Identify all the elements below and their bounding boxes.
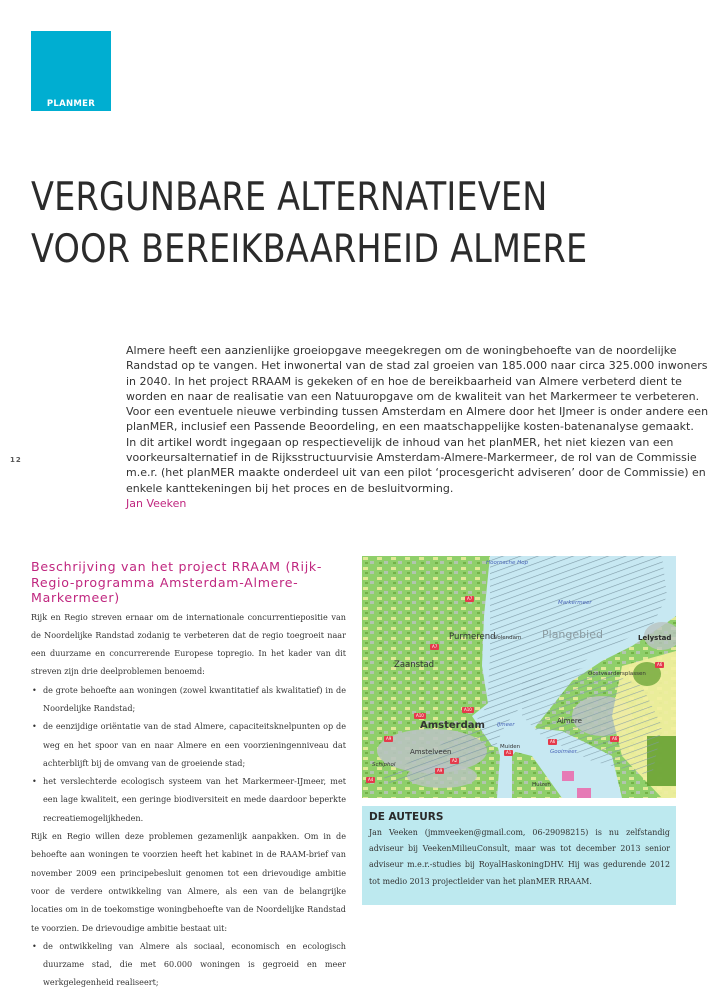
road-shield: A4 — [368, 777, 374, 782]
title-line-2: VOOR BEREIKBAARHEID ALMERE — [31, 227, 588, 272]
road-shield: A10 — [464, 707, 472, 712]
bullet-list — [31, 681, 346, 827]
intro-line: Voor een eventuele nieuwe verbinding tussen Amsterdam en Almere door het IJmeer is onder andere een — [126, 405, 709, 419]
authors-box — [362, 806, 676, 905]
road-shield: A1 — [506, 750, 512, 755]
map-label-amstelveen: Amstelveen — [410, 748, 452, 756]
map-label-huizen: Huizen — [532, 782, 551, 788]
section-heading: Beschrijving van het project RRAAM (Rijk-Regio-programma Amsterdam-Almere-Markermeer) — [31, 559, 323, 605]
page-number: 12 — [10, 456, 22, 464]
map-label-ijmeer: IJmeer — [497, 722, 515, 728]
pink-zone — [577, 788, 591, 798]
map-label-volendam: Volendam — [494, 635, 522, 641]
map-graphic — [362, 556, 676, 798]
title-line-1: VERGUNBARE ALTERNATIEVEN — [31, 175, 548, 220]
road-shield: A9 — [386, 736, 392, 741]
road-shield: A7 — [432, 644, 438, 649]
intro-line: worden en naar de realisatie van een Natuuropgave om de kwaliteit van het Markermeer te verbeteren. — [126, 389, 700, 403]
authors-text: Jan Veeken (jmmveeken@gmail.com, 06-29098215) is nu zelfstandig adviseur bij VeekenMilieuConsult, maar was tot december 2013 senior adviseur m.e.r.-studies bij RoyalHaskoningDHV. Hij was gedurende 2012 tot medio 2013 projectleider van het planMER RRAAM. — [369, 828, 670, 886]
intro-line: m.e.r. (het planMER maakte onderdeel uit van een pilot ‘procesgericht adviseren’ door de Commissie) en — [126, 466, 706, 480]
intro-line: planMER, inclusief een Passende Beoordeling, en een maatschappelijke kosten-batenanalyse gemaakt. — [126, 420, 694, 434]
paragraph: Rijk en Regio streven ernaar om de internationale concurrentiepositie van de Noordelijke Randstad zodanig te verbeteren dat de regio toegroeit naar een duurzame en concurrerende Europese topregio. In het kader van dit streven zijn drie deelproblemen benoemd: — [31, 611, 346, 677]
map-label-hoornsche-hop: Hoornsche Hop — [486, 560, 529, 566]
road-shield: A6 — [550, 739, 556, 744]
road-shield: A9 — [437, 768, 443, 773]
bullet-list — [31, 937, 346, 992]
intro-line: Almere heeft een aanzienlijke groeiopgave meegekregen om de woningbehoefte van de noordelijke — [126, 344, 677, 357]
map-label-lelystad: Lelystad — [638, 634, 672, 642]
map-label-almere: Almere — [557, 717, 582, 725]
road-shield: A6 — [657, 662, 663, 667]
map-label-schiphol: Schiphol — [372, 762, 396, 768]
map-label-muiden: Muiden — [500, 744, 521, 750]
paragraph: Rijk en Regio willen deze problemen gezamenlijk aanpakken. Om in de behoefte aan woningen te voorzien heeft het kabinet in de RAAM-brief van november 2009 een principebesluit genomen tot een drievoudige ambitie voor de verdere ontwikkeling van Almere, als een van de belangrijke locaties om in de toekomstige woningbehoefte van de Noordelijke Randstad te voorzien. De drievoudige ambitie bestaat uit: — [31, 831, 346, 933]
intro-author: Jan Veeken — [126, 496, 187, 510]
map-label-zaanstad: Zaanstad — [394, 660, 434, 670]
intro-line: in 2040. In het project RRAAM is gekeken of en hoe de bereikbaarheid van Almere verbeterd dient te — [126, 374, 682, 388]
intro-lead — [126, 343, 709, 511]
road-shield: A7 — [467, 596, 473, 601]
map-label-oostvaardersplassen: Oostvaardersplassen — [588, 671, 646, 677]
map-label-amsterdam: Amsterdam — [420, 720, 485, 731]
map-label-plangebied: Plangebied — [542, 628, 603, 641]
intro-line: enkele kanttekeningen bij het proces en de besluitvorming. — [126, 481, 454, 495]
intro-line: In dit artikel wordt ingegaan op respectievelijk de inhoud van het planMER, het niet kiezen van een — [126, 435, 674, 449]
map-label-purmerend: Purmerend — [449, 632, 496, 642]
road-shield: A2 — [452, 758, 458, 763]
map-label-markermeer: Markermeer — [558, 600, 592, 606]
intro-line: voorkeursalternatief in de Rijksstructuurvisie Amsterdam-Almere-Markermeer, de rol van de Commissie — [126, 451, 697, 465]
section-tag — [31, 31, 111, 111]
pink-zone — [562, 771, 574, 781]
road-shield: A6 — [612, 736, 618, 741]
list-item: • het verslechterde ecologisch systeem van het Markermeer-IJmeer, met een lage kwaliteit, een geringe biodiversiteit en mede daardoor beperkte recreatiemogelijkheden. — [31, 772, 346, 827]
list-item: • de ontwikkeling van Almere als sociaal, economisch en ecologisch duurzame stad, die met 60.000 woningen is gegroeid en meer werkgelegenheid realiseert; — [31, 937, 346, 992]
section-label: PLANMER — [46, 99, 96, 109]
map-label-gooimeer: Gooimeer — [550, 749, 577, 755]
intro-line: Randstad op te vangen. Het inwonertal van de stad zal groeien van 185.000 naar circa 325.000 inwoners — [126, 359, 708, 373]
authors-heading: DE AUTEURS — [369, 811, 444, 823]
article-title — [31, 172, 678, 276]
list-item: • de grote behoefte aan woningen (zowel kwantitatief als kwalitatief) in de Noordelijke Randstad; — [31, 681, 346, 718]
list-item: • de eenzijdige oriëntatie van de stad Almere, capaciteitsknelpunten op de weg en het spoor van en naar Almere en een voorzieningenniveau dat achterblijft bij de omvang van de groeiende stad; — [31, 717, 346, 772]
map-figure — [362, 556, 676, 798]
road-shield: A10 — [416, 713, 424, 718]
article-body — [31, 559, 346, 992]
